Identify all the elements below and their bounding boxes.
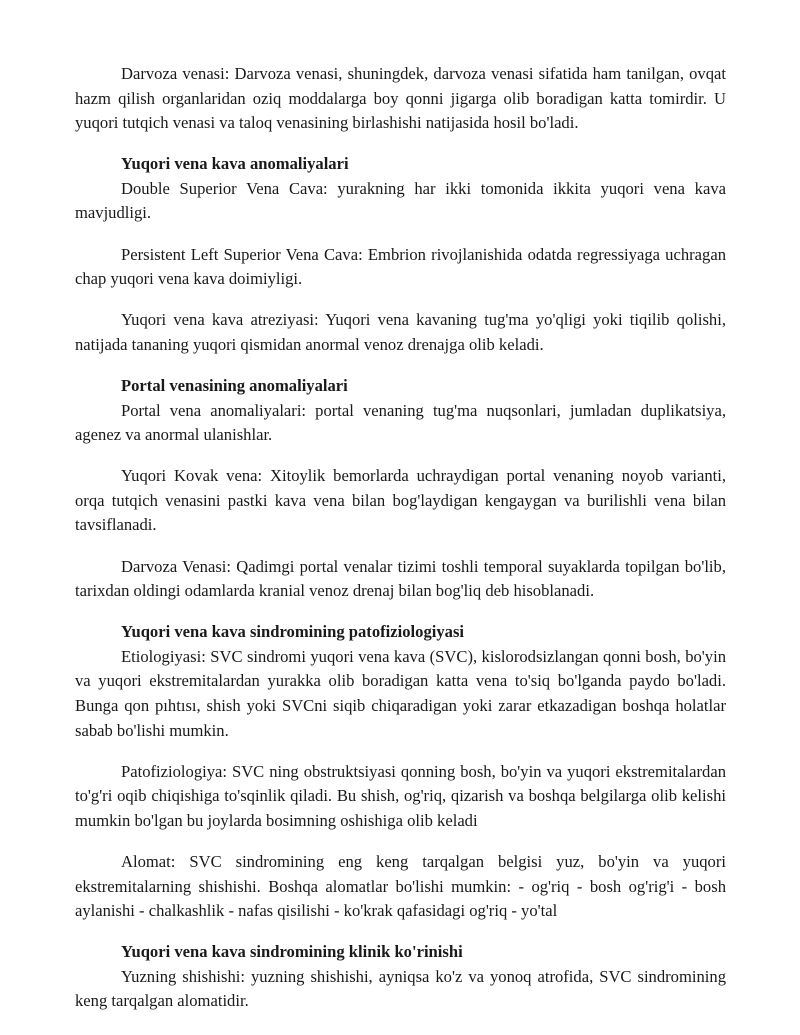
paragraph-symptoms: Alomat: SVC sindromining eng keng tarqalgan belgisi yuz, bo'yin va yuqori ekstremitalarning shishishi. Boshqa alomatlar bo'lishi mumkin: - og'riq - bosh og'rig'i - bosh aylanishi - chalkashlik - nafas qisilishi - ko'krak qafasidagi og'riq - yo'tal bbox=[75, 851, 726, 921]
paragraph-ancient-portal: Darvoza Venasi: Qadimgi portal venalar tizimi toshli temporal suyaklarda topilgan bo'lib, tarixdan oldingi odamlarda kranial venoz drenaj bilan bog'liq deb hisoblanadi. bbox=[75, 556, 726, 601]
paragraph-gap bbox=[75, 604, 726, 621]
paragraph-gap bbox=[75, 924, 726, 941]
heading-portal-anomalies: Portal venasining anomaliyalari bbox=[121, 375, 348, 395]
paragraph-gap bbox=[75, 292, 726, 309]
paragraph-svc-atresia: Yuqori vena kava atreziyasi: Yuqori vena kavaning tug'ma yo'qligi yoki tiqilib qolishi, natijada tananing yuqori qismidan anormal venoz drenajga olib keladi. bbox=[75, 310, 726, 354]
paragraph-gap bbox=[75, 743, 726, 760]
paragraph-gap bbox=[75, 538, 726, 555]
paragraph-gap bbox=[75, 226, 726, 243]
paragraph-etiology: Etiologiyasi: SVC sindromi yuqori vena kava (SVC), kislorodsizlangan qonni bosh, bo'yin va yuqori ekstremitalardan yurakka olib boradigan katta vena to'siq bo'lganda paydo bo'ladi. Bunga qon pıhtısı, shish yoki SVCni siqib chiqaradigan yoki zarar etkazadigan boshqa holatlar sabab bo'lishi mumkin. bbox=[75, 646, 726, 740]
paragraph-double-svc: Double Superior Vena Cava: yurakning har ikki tomonida ikkita yuqori vena kava mavjudligi. bbox=[75, 178, 726, 223]
heading-svc-pathophysiology: Yuqori vena kava sindromining patofiziologiyasi bbox=[121, 622, 465, 642]
heading-svc-clinical: Yuqori vena kava sindromining klinik ko'rinishi bbox=[121, 942, 463, 962]
paragraph-gap bbox=[75, 448, 726, 465]
paragraph-gap bbox=[75, 357, 726, 374]
paragraph-persistent-left-svc: Persistent Left Superior Vena Cava: Embrion rivojlanishida odatda regressiyaga uchragan chap yuqori vena kava doimiyligi. bbox=[75, 244, 726, 289]
paragraph-gap bbox=[75, 833, 726, 850]
paragraph-facial-swelling: Yuzning shishishi: yuzning shishishi, ayniqsa ko'z va yonoq atrofida, SVC sindromining keng tarqalgan alomatidir. bbox=[75, 966, 726, 1011]
paragraph-yuqori-kovak-vena: Yuqori Kovak vena: Xitoylik bemorlarda uchraydigan portal venaning noyob varianti, orqa tutqich venasini pastki kava vena bilan bog'laydigan kengaygan va burilishli vena bilan tavsiflanadi. bbox=[75, 466, 726, 535]
paragraph-portal-anomalies: Portal vena anomaliyalari: portal venaning tug'ma nuqsonlari, jumladan duplikatsiya, agenez va anormal ulanishlar. bbox=[75, 400, 726, 445]
heading-svc-anomalies: Yuqori vena kava anomaliyalari bbox=[121, 154, 349, 174]
paragraph-darvoza-venasi: Darvoza venasi: Darvoza venasi, shuningdek, darvoza venasi sifatida ham tanilgan, ovqat hazm qilish organlaridan oziq moddalarga boy qonni jigarga olib boradigan katta tomirdir. U yuqori tutqich venasi va taloq venasining birlashishi natijasida hosil bo'ladi. bbox=[75, 64, 726, 133]
paragraph-gap bbox=[75, 136, 726, 153]
paragraph-pathophysiology: Patofiziologiya: SVC ning obstruktsiyasi qonning bosh, bo'yin va yuqori ekstremitalardan to'g'ri oqib chiqishiga to'sqinlik qiladi. Bu shish, og'riq, qizarish va boshqa belgilarga olib kelishi mumkin bo'lgan bu joylarda bosimning oshishiga olib keladi bbox=[75, 761, 726, 830]
document-page bbox=[75, 62, 726, 1014]
